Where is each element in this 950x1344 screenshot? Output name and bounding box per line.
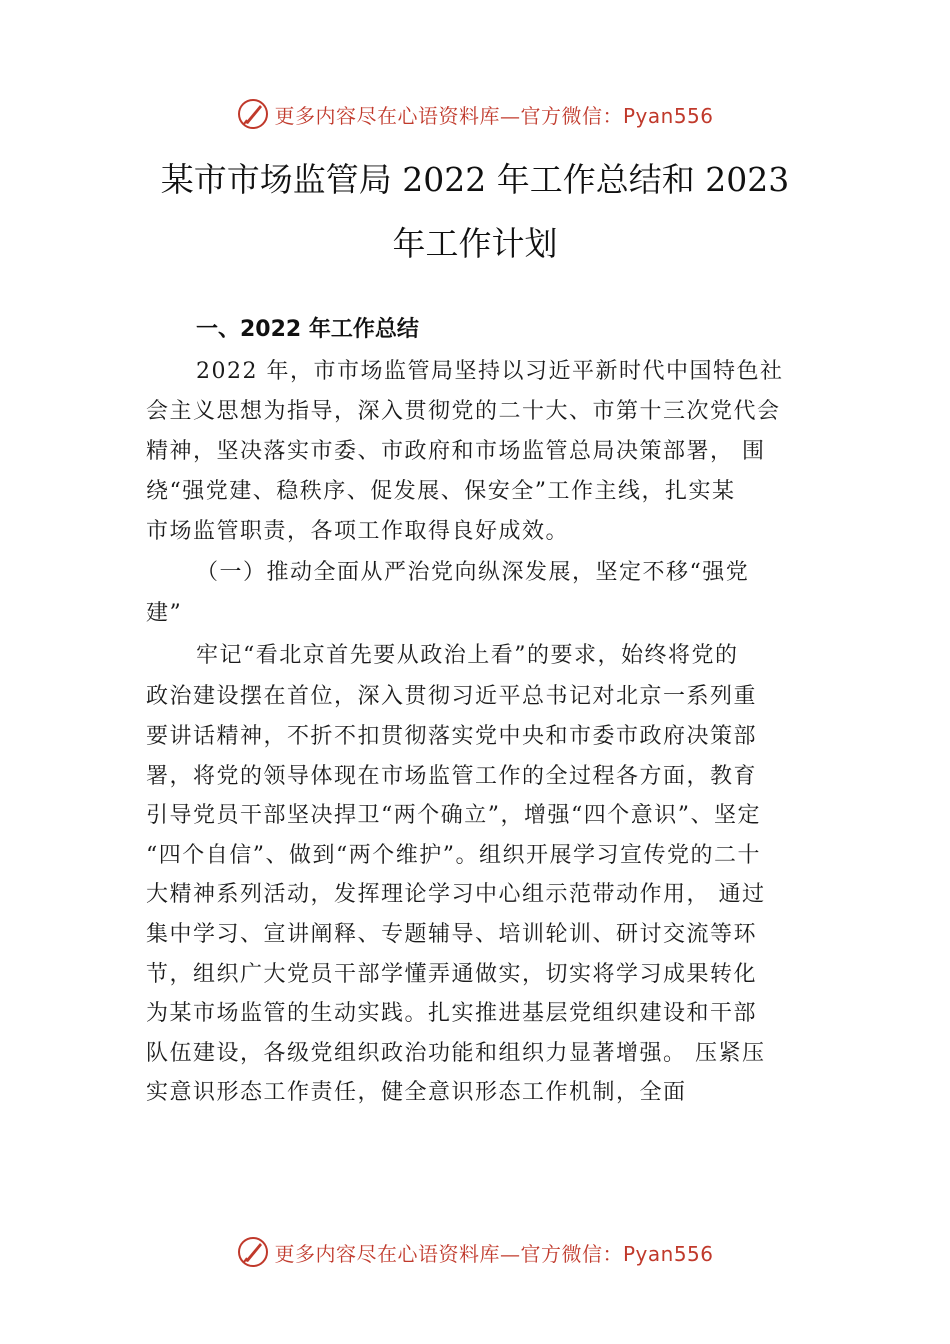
paragraph-line: 会主义思想为指导，深入贯彻党的二十大、市第十三次党代会	[146, 399, 781, 424]
watermark-text	[274, 1238, 713, 1267]
paragraph-line: 引导党员干部坚决捍卫“两个确立”，增强“四个意识”、坚定	[146, 803, 761, 828]
watermark-cn: 更多内容尽在心语资料库—官方微信：	[274, 103, 623, 128]
paragraph-line: 市场监管职责，各项工作取得良好成效。	[146, 519, 570, 544]
quill-logo-icon	[236, 1235, 270, 1269]
paragraph-line: “四个自信”、做到“两个维护”。组织开展学习宣传党的二十	[146, 843, 761, 868]
paragraph-line: 大精神系列活动，发挥理论学习中心组示范带动作用， 通过	[146, 882, 766, 907]
watermark-id: Pyan556	[622, 1241, 714, 1266]
section-heading: 一、2022 年工作总结	[196, 317, 419, 342]
paragraph-line: 集中学习、宣讲阐释、专题辅导、培训轮训、研讨交流等环	[146, 922, 758, 947]
document-title-line1: 某市市场监管局 2022 年工作总结和 2023	[160, 160, 790, 199]
watermark-text	[274, 100, 713, 129]
paragraph-line: 绕“强党建、稳秩序、促发展、保安全”工作主线，扎实某	[146, 479, 736, 504]
paragraph-line: 实意识形态工作责任，健全意识形态工作机制，全面	[146, 1080, 687, 1105]
subsection-heading-line: 建”	[146, 601, 183, 626]
watermark-footer	[0, 1232, 950, 1272]
paragraph-line: 政治建设摆在首位，深入贯彻习近平总书记对北京一系列重	[146, 684, 758, 709]
watermark-header	[0, 94, 950, 134]
watermark-cn: 更多内容尽在心语资料库—官方微信：	[274, 1241, 623, 1266]
document-title-line2: 年工作计划	[392, 224, 558, 263]
paragraph-line: 队伍建设，各级党组织政治功能和组织力显著增强。 压紧压	[146, 1041, 766, 1066]
quill-logo-icon	[236, 97, 270, 131]
paragraph-line: 为某市场监管的生动实践。扎实推进基层党组织建设和干部	[146, 1001, 758, 1026]
paragraph-line: 精神，坚决落实市委、市政府和市场监管总局决策部署， 围	[146, 439, 766, 464]
paragraph-line: 2022 年，市市场监管局坚持以习近平新时代中国特色社	[196, 359, 784, 384]
watermark-id: Pyan556	[622, 103, 714, 128]
paragraph-line: 署，将党的领导体现在市场监管工作的全过程各方面，教育	[146, 764, 758, 789]
paragraph-line: 节，组织广大党员干部学懂弄通做实，切实将学习成果转化	[146, 962, 758, 987]
paragraph-line: 要讲话精神，不折不扣贯彻落实党中央和市委市政府决策部	[146, 724, 758, 749]
subsection-heading-line: （一）推动全面从严治党向纵深发展，坚定不移“强党	[196, 560, 750, 585]
paragraph-line: 牢记“看北京首先要从政治上看”的要求，始终将党的	[196, 643, 739, 668]
